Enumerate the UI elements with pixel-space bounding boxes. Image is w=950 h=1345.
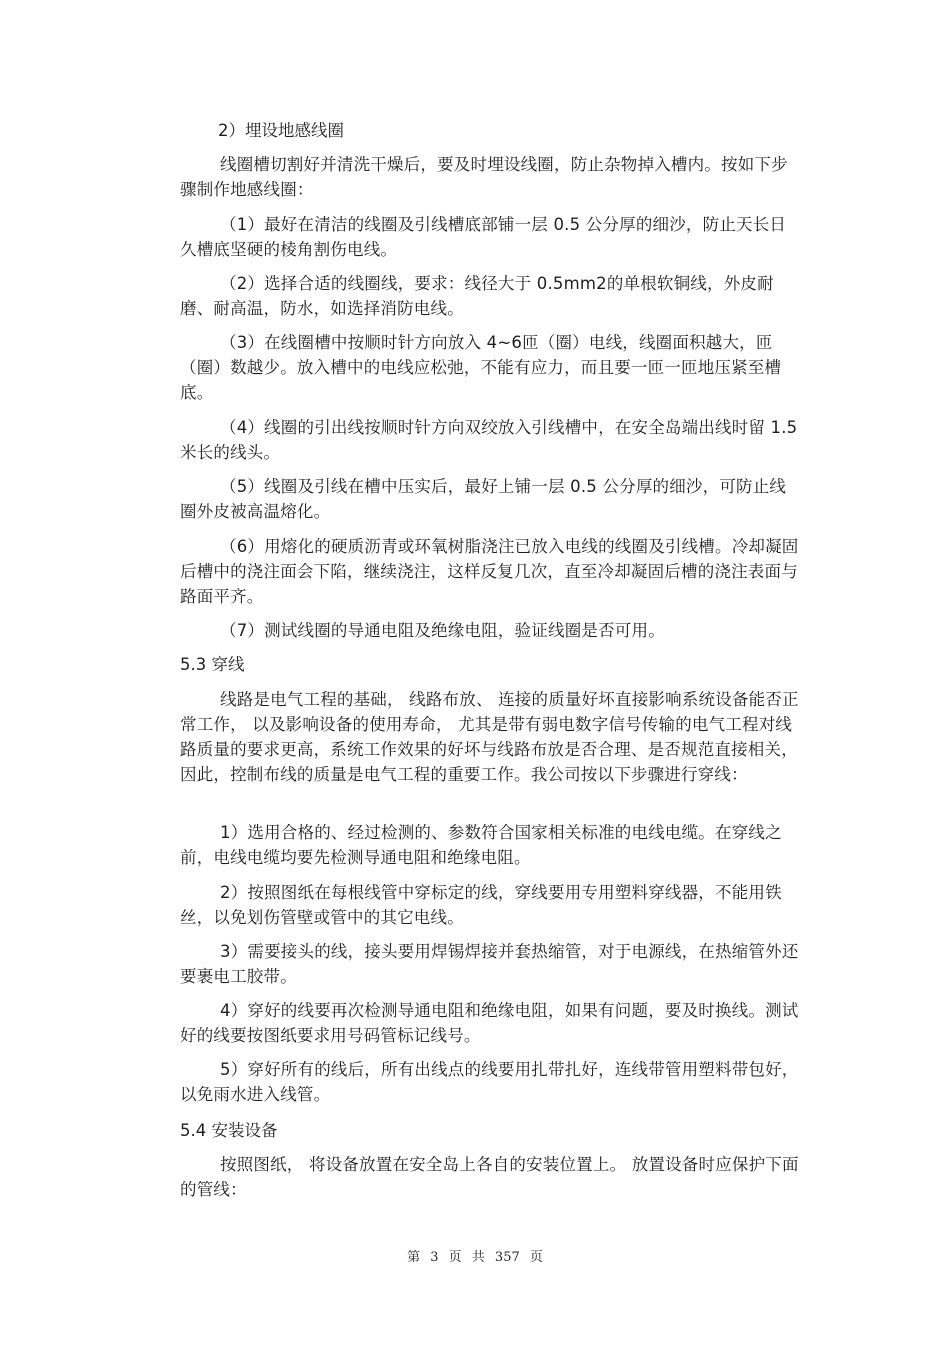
- list-item-text: （4）线圈的引出线按顺时针方向双绞放入引线槽中，在安全岛端出线时留 1.5 米长的线头。: [180, 418, 803, 462]
- list-item: [180, 880, 802, 930]
- list-item: [180, 330, 802, 405]
- list-item: [180, 1057, 802, 1107]
- list-item: [180, 271, 802, 321]
- list-item: [180, 415, 802, 465]
- list-item-text: 5）穿好所有的线后，所有出线点的线要用扎带扎好，连线带管用塑料带包好，以免雨水进入线管。: [180, 1060, 799, 1104]
- subheading-bury-loop: 2）埋设地感线圈: [218, 121, 344, 140]
- list-item-text: （1）最好在清洁的线圈及引线槽底部铺一层 0.5 公分厚的细沙，防止天长日久槽底坚硬的棱角割伤电线。: [180, 215, 787, 259]
- list-item-text: （5）线圈及引线在槽中压实后，最好上铺一层 0.5 公分厚的细沙，可防止线圈外皮被高温熔化。: [180, 477, 787, 521]
- list-item: [180, 212, 802, 262]
- paragraph: [180, 1152, 802, 1202]
- paragraph-text: 线圈槽切割好并清洗干燥后，要及时埋设线圈，防止杂物掉入槽内。按如下步骤制作地感线圈：: [180, 155, 788, 199]
- section-heading-5-3: 5.3 穿线: [180, 655, 245, 674]
- list-item-text: （3）在线圈槽中按顺时针方向放入 4~6匝（圈）电线，线圈面积越大，匝（圈）数越少。放入槽中的电线应松弛，不能有应力，而且要一匝一匝地压紧至槽底。: [180, 333, 782, 402]
- page-footer: 第 3 页 共 357 页: [407, 1250, 543, 1265]
- section-heading-5-4: 5.4 安装设备: [180, 1121, 278, 1140]
- paragraph-text: 线路是电气工程的基础， 线路布放、 连接的质量好坏直接影响系统设备能否正常工作， 以及影响设备的使用寿命， 尤其是带有弱电数字信号传输的电气工程对线路质量的要求更高，系统工作效果的好坏与线路布放是否合理、是否规范直接相关，因此，控制布线的质量是电气工程的重要工作。我公司按以下步骤进行穿线：: [180, 690, 799, 784]
- list-item: [180, 820, 802, 870]
- list-item: [180, 618, 802, 643]
- list-item-text: 4）穿好的线要再次检测导通电阻和绝缘电阻，如果有问题，要及时换线。测试好的线要按图纸要求用号码管标记线号。: [180, 1001, 799, 1045]
- list-item-text: （7）测试线圈的导通电阻及绝缘电阻，验证线圈是否可用。: [220, 621, 665, 640]
- list-item-text: （6）用熔化的硬质沥青或环氧树脂浇注已放入电线的线圈及引线槽。冷却凝固后槽中的浇注面会下陷，继续浇注，这样反复几次，直至冷却凝固后槽的浇注表面与路面平齐。: [180, 537, 799, 606]
- list-item-text: 1）选用合格的、经过检测的、参数符合国家相关标准的电线电缆。在穿线之前，电线电缆均要先检测导通电阻和绝缘电阻。: [180, 823, 782, 867]
- list-item: [180, 998, 802, 1048]
- list-item-text: （2）选择合适的线圈线，要求：线径大于 0.5mm2的单根软铜线，外皮耐磨、耐高温，防水，如选择消防电线。: [180, 274, 774, 318]
- list-item-text: 2）按照图纸在每根线管中穿标定的线，穿线要用专用塑料穿线器，不能用铁丝，以免划伤管壁或管中的其它电线。: [180, 883, 782, 927]
- paragraph: [180, 687, 802, 787]
- paragraph-text: 按照图纸， 将设备放置在安全岛上各自的安装位置上。 放置设备时应保护下面的管线：: [180, 1155, 799, 1199]
- list-item: [180, 474, 802, 524]
- list-item-text: 3）需要接头的线，接头要用焊锡焊接并套热缩管，对于电源线，在热缩管外还要裹电工胶带。: [180, 942, 799, 986]
- list-item: [180, 534, 802, 609]
- list-item: [180, 939, 802, 989]
- paragraph: [180, 152, 802, 202]
